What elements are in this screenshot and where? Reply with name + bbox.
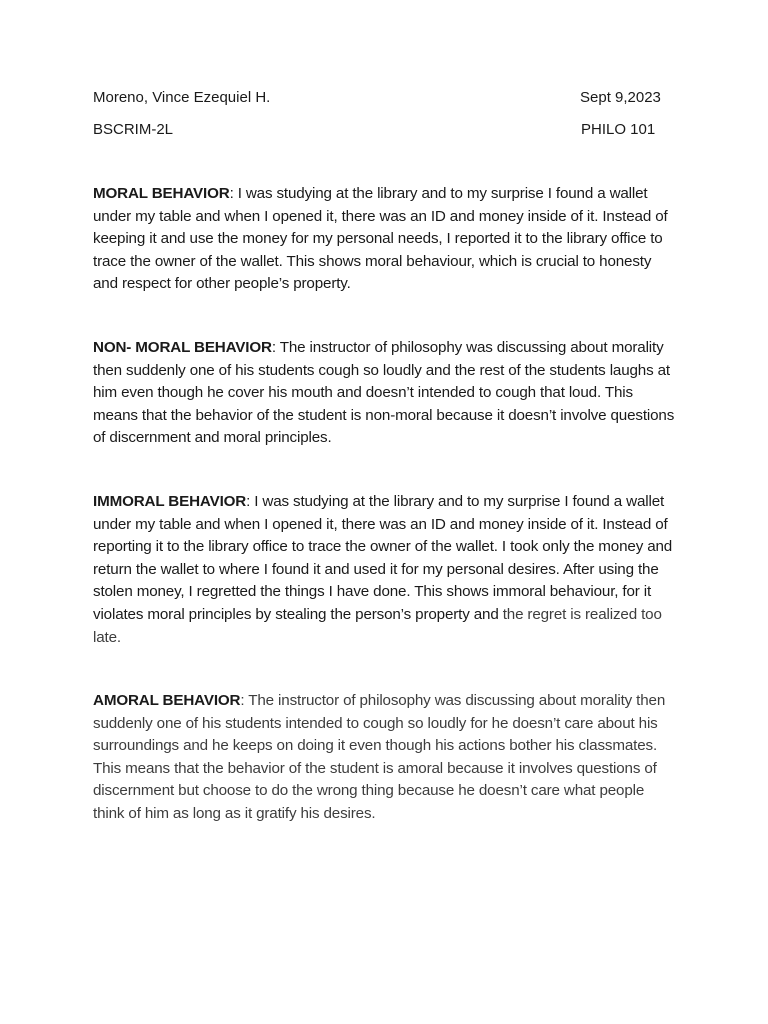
immoral-behavior-text: : I was studying at the library and to my surprise I found a wallet under my table and when I opened it, there was an ID and money inside of it. Instead of reporting it to the library office to trace the owner of the wallet. I took only the money and return the wallet to where I found it and used it for my personal desires. After using the stolen money, I regretted the things I have done. This shows immoral behaviour, for it violates moral principles by stealing the person’s property and [93, 493, 673, 623]
moral-behavior-text: : I was studying at the library and to my surprise I found a wallet under my table and when I opened it, there was an ID and money inside of it. Instead of keeping it and use the money for my personal needs, I reported it to the library office to trace the owner of the wallet. This shows moral behaviour, which is crucial to honesty and respect for other people’s property. [93, 185, 668, 293]
moral-behavior-paragraph [93, 183, 675, 296]
class-section: BSCRIM-2L [93, 121, 174, 138]
student-name: Moreno, Vince Ezequiel H. [93, 89, 271, 106]
amoral-behavior-paragraph [93, 690, 675, 826]
non-moral-behavior-paragraph [93, 337, 675, 450]
non-moral-behavior-term: NON- MORAL BEHAVIOR [93, 339, 272, 356]
immoral-behavior-term: IMMORAL BEHAVIOR [93, 493, 247, 510]
moral-behavior-term: MORAL BEHAVIOR [93, 185, 230, 202]
non-moral-behavior-text: : The instructor of philosophy was discussing about morality then suddenly one of his students cough so loudly and the rest of the students laughs at him even though he cover his mouth and doesn’t intended to cough that loud. This means that the behavior of the student is non-moral because it doesn’t involve questions of discernment and moral principles. [93, 339, 675, 447]
immoral-behavior-text-tail: the regret is realized too late. [93, 605, 662, 646]
submission-date: Sept 9,2023 [580, 89, 661, 106]
amoral-behavior-term: AMORAL BEHAVIOR [93, 692, 241, 709]
course-code: PHILO 101 [581, 121, 656, 138]
immoral-behavior-paragraph [93, 491, 675, 649]
amoral-behavior-text: : The instructor of philosophy was discussing about morality then suddenly one of his students intended to cough so loudly for he doesn’t care about his surroundings and he keeps on doing it even though his actions bother his classmates. This means that the behavior of the student is amoral because it involves questions of discernment but choose to do the wrong thing because he doesn’t care what people think of him as long as it gratify his desires. [93, 692, 666, 822]
